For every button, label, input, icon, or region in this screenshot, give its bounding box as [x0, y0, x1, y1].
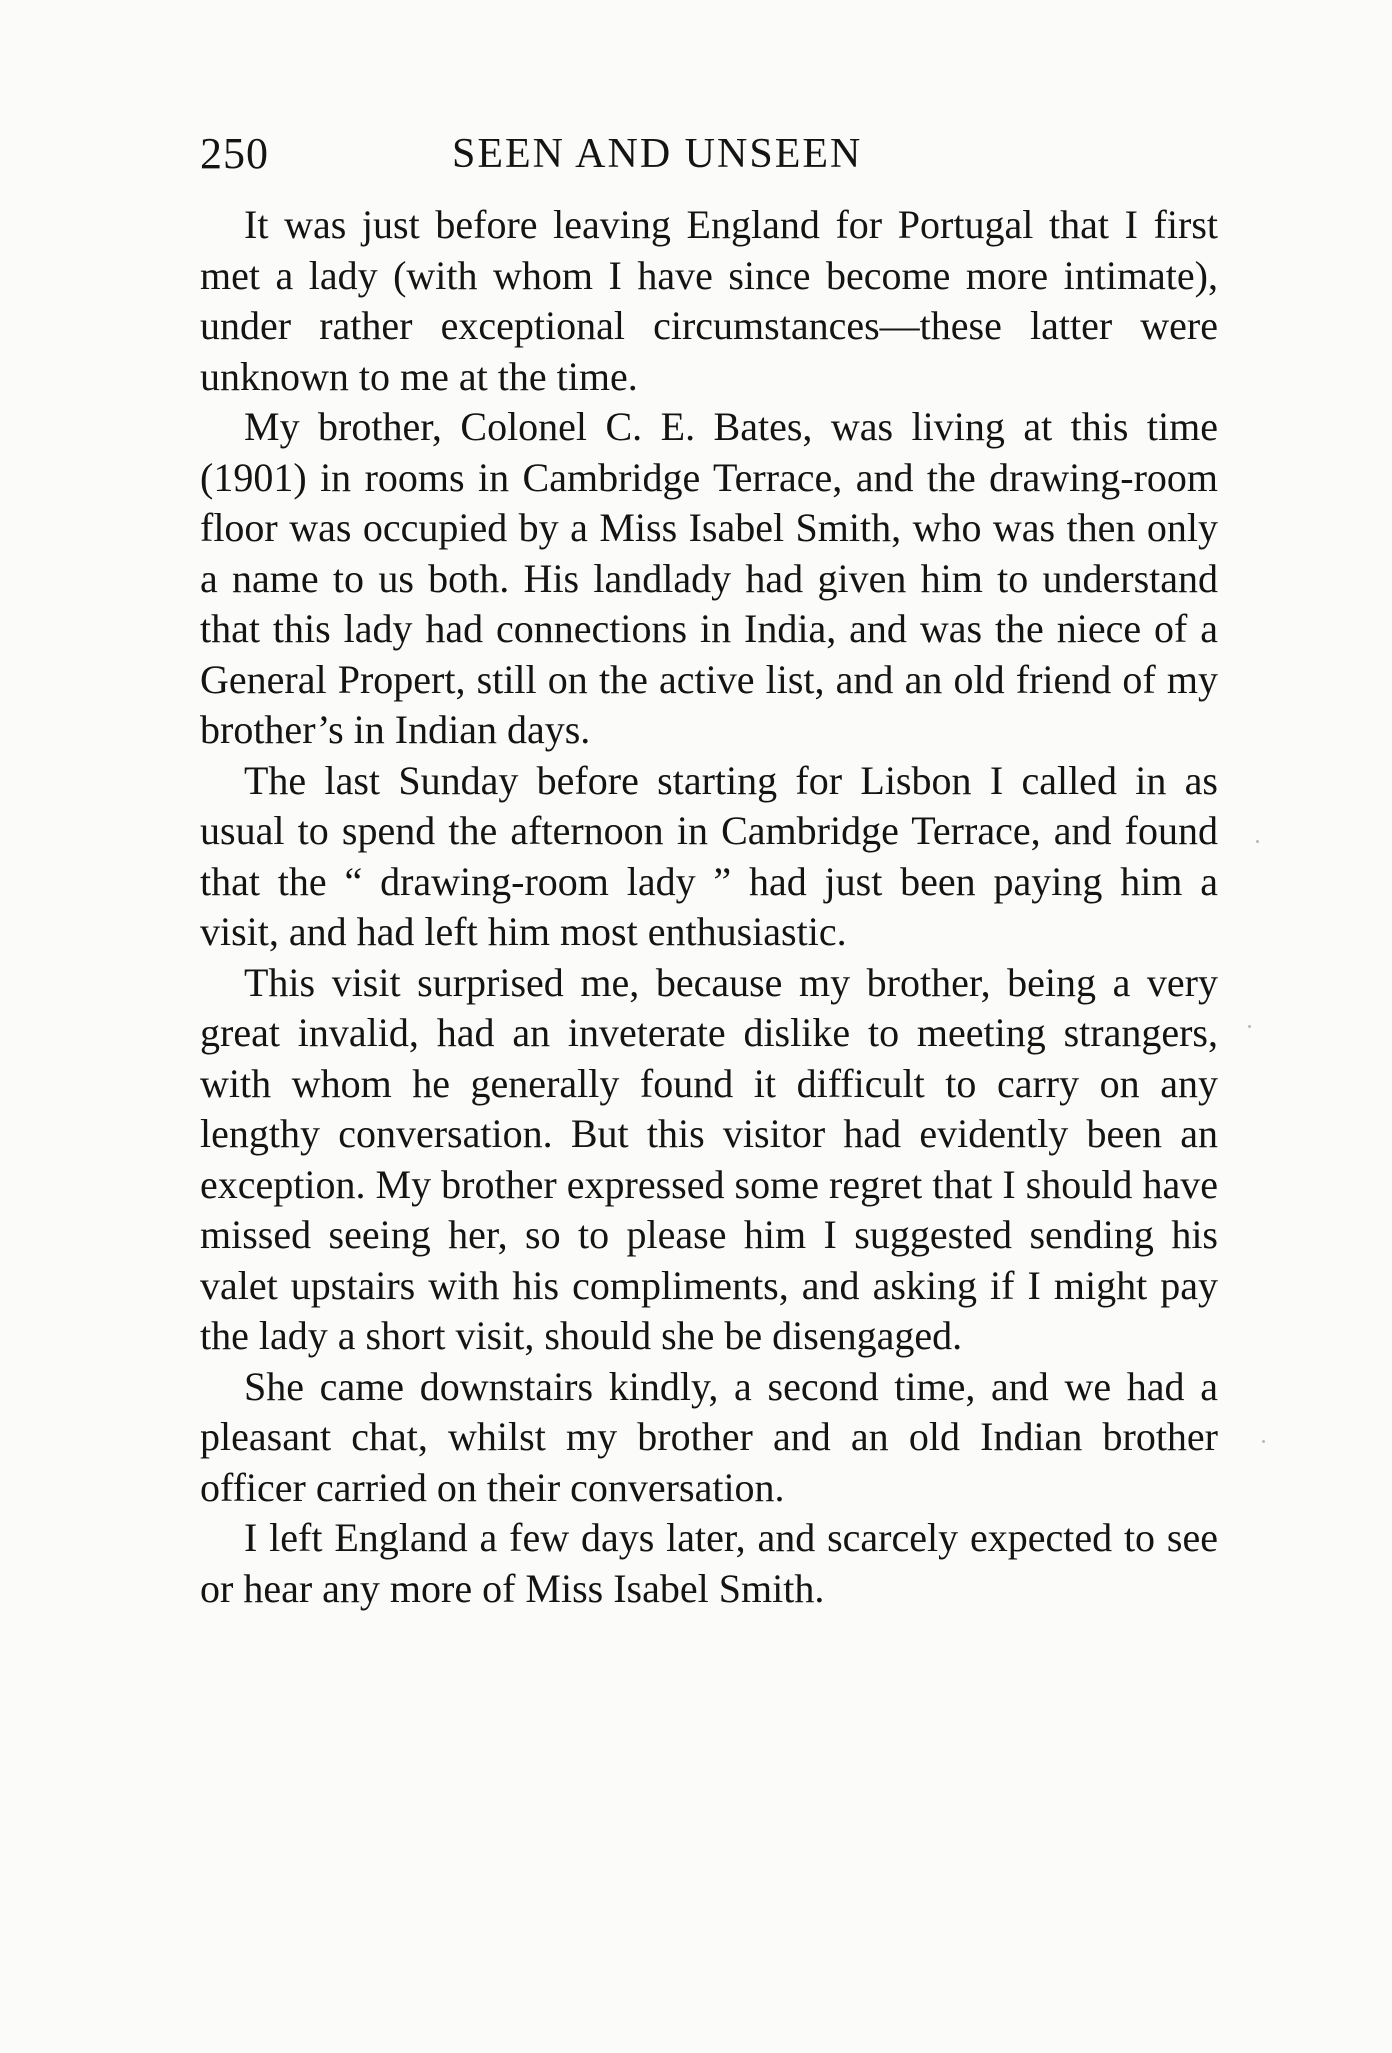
paper-speck	[1262, 1440, 1265, 1443]
paragraph-3: The last Sunday before starting for Lisbon I called in as usual to spend the afternoon in Cambridge Terrace, and found that the “ drawing-room lady ” had just been paying him a visit, and had left him most enthusiastic.	[200, 757, 1218, 954]
paragraph-2: My brother, Colonel C. E. Bates, was living at this time (1901) in rooms in Cambridge Terrace, and the drawing-room floor was occupied by a Miss Isabel Smith, who was then only a name to us both. His landlady had given him to understand that this lady had connections in India, and was the niece of a General Propert, still on the active list, and an old friend of my brother’s in Indian days.	[200, 404, 1218, 752]
page-header	[200, 124, 1220, 184]
running-head: SEEN AND UNSEEN	[452, 131, 863, 177]
body-text	[200, 200, 1218, 1614]
paragraph-5: She came downstairs kindly, a second time, and we had a pleasant chat, whilst my brother and an old Indian brother officer carried on their conversation.	[200, 1363, 1218, 1510]
paragraph-1: It was just before leaving England for Portugal that I first met a lady (with whom I have since become more intimate), under rather exceptional circumstances—these latter were unknown to me at the time.	[200, 202, 1218, 399]
paper-speck	[1248, 1025, 1251, 1028]
paragraph-4: This visit surprised me, because my brother, being a very great invalid, had an inveterate dislike to meeting strangers, with whom he generally found it difficult to carry on any lengthy conversation. But this visitor had evidently been an exception. My brother expressed some regret that I should have missed seeing her, so to please him I suggested sending his valet upstairs with his compliments, and asking if I might pay the lady a short visit, should she be disengaged.	[200, 959, 1218, 1358]
page-number: 250	[200, 129, 269, 178]
paper-speck	[1256, 840, 1259, 843]
paragraph-6: I left England a few days later, and scarcely expected to see or hear any more of Miss Isabel Smith.	[200, 1515, 1218, 1611]
